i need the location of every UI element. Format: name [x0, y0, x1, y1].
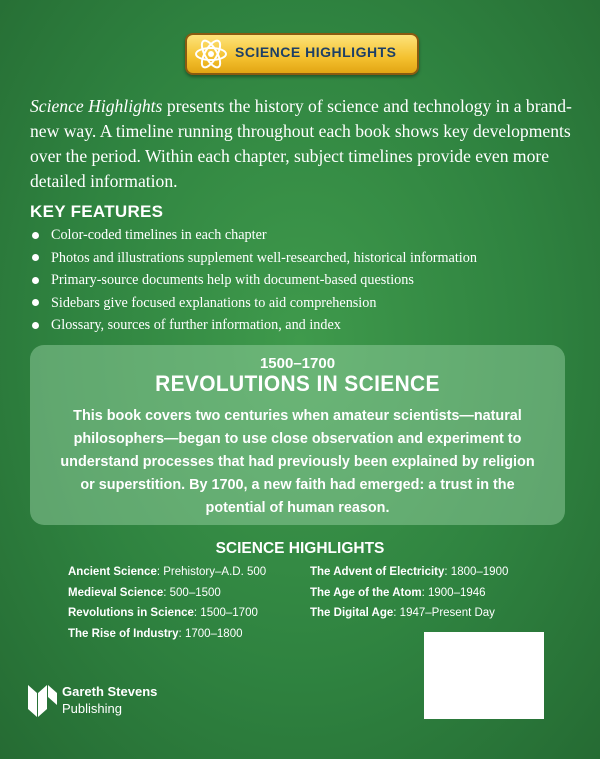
publisher-name: Gareth Stevens — [62, 684, 158, 699]
feature-item — [32, 247, 477, 270]
series-book-name: The Digital Age — [310, 607, 394, 619]
series-book: Revolutions in Science: 1500–1700 — [68, 607, 258, 619]
key-features-heading: KEY FEATURES — [30, 202, 164, 221]
feature-item — [32, 269, 477, 292]
series-book-name: The Rise of Industry — [68, 627, 179, 640]
series-book: The Advent of Electricity: 1800–1900 — [310, 566, 509, 578]
series-book-range: 1500–1700 — [200, 607, 258, 619]
feature-text: Primary-source documents help with document-based questions — [51, 272, 414, 288]
bullet-icon — [32, 254, 39, 261]
feature-item — [32, 224, 477, 247]
series-book-name: Ancient Science — [68, 566, 157, 578]
book-summary-panel — [30, 345, 565, 525]
atom-icon — [191, 37, 231, 71]
series-badge-label: SCIENCE HIGHLIGHTS — [235, 44, 397, 60]
series-list-right — [310, 562, 508, 624]
series-book-range: 500–1500 — [169, 586, 221, 599]
book-dates: 1500–1700 — [259, 355, 336, 372]
series-list-heading: SCIENCE HIGHLIGHTS — [215, 540, 385, 557]
bullet-icon — [32, 322, 39, 329]
book-title: REVOLUTIONS IN SCIENCE — [155, 371, 440, 396]
feature-text: Color-coded timelines in each chapter — [51, 227, 267, 243]
key-features-list — [32, 224, 477, 337]
feature-item — [32, 292, 477, 315]
series-badge — [185, 33, 419, 75]
feature-text: Photos and illustrations supplement well-researched, historical information — [51, 249, 477, 266]
series-book-range: 1800–1900 — [450, 566, 509, 578]
series-book: The Age of the Atom: 1900–1946 — [310, 586, 486, 599]
feature-text: Sidebars give focused explanations to aid comprehension — [51, 294, 377, 311]
bullet-icon — [32, 277, 39, 284]
series-book: Medieval Science: 500–1500 — [68, 586, 221, 599]
series-book-range: 1900–1946 — [427, 586, 486, 599]
series-book-name: Revolutions in Science — [68, 607, 194, 619]
intro-paragraph — [30, 94, 575, 194]
intro-text: presents the history of science and technology in a brand-new way. A timeline running throughout each book shows key developments over the period. Within each chapter, subject timelines provide even more detailed information. — [30, 96, 572, 191]
series-book: The Digital Age: 1947–Present Day — [310, 607, 495, 619]
series-book-range: 1700–1800 — [184, 627, 243, 640]
bullet-icon — [32, 232, 39, 239]
barcode-area — [424, 632, 544, 719]
series-book-name: The Age of the Atom — [310, 586, 422, 599]
feature-item — [32, 314, 477, 337]
series-book: Ancient Science: Prehistory–A.D. 500 — [68, 566, 267, 578]
series-book-name: The Advent of Electricity — [310, 566, 445, 578]
publisher-subtitle: Publishing — [62, 701, 122, 716]
series-list-left — [68, 562, 266, 644]
series-book: The Rise of Industry: 1700–1800 — [68, 627, 243, 640]
bullet-icon — [32, 299, 39, 306]
series-book-range: Prehistory–A.D. 500 — [163, 566, 267, 578]
gareth-stevens-logo-icon — [28, 683, 58, 719]
book-description: This book covers two centuries when amateur scientists—natural philosophers—began to use close observation and experiment to understand processes that had previously been explained by religion or superstition. By 1700, a new faith had emerged: a trust in the potential of human reason. — [60, 408, 535, 516]
series-book-range: 1947–Present Day — [399, 607, 495, 619]
feature-text: Glossary, sources of further information, and index — [51, 317, 341, 333]
intro-series-title: Science Highlights — [30, 96, 163, 116]
series-book-name: Medieval Science — [68, 586, 164, 599]
